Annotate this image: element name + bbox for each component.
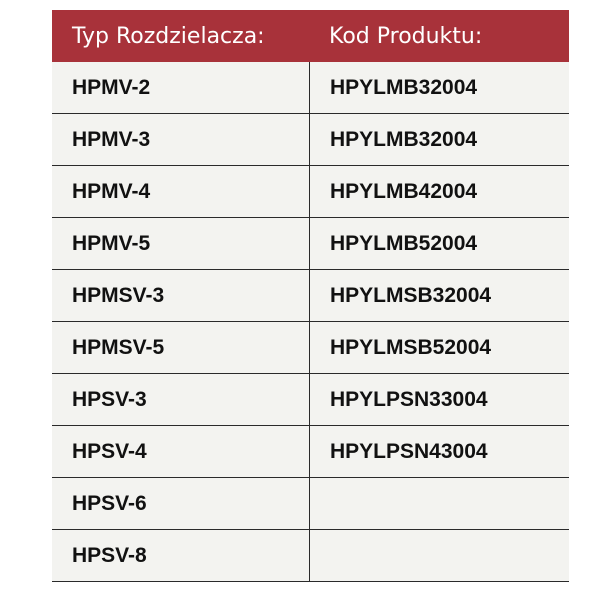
- distributor-type-cell: HPMV-3: [52, 114, 310, 165]
- distributor-type-cell: HPSV-8: [52, 530, 310, 581]
- distributor-type-cell: HPMSV-5: [52, 322, 310, 373]
- product-code-cell: HPYLMB42004: [330, 179, 478, 203]
- table-row: [52, 166, 569, 218]
- table-row: [52, 322, 569, 374]
- product-code-cell: HPYLMB32004: [330, 75, 478, 99]
- table-header: [52, 10, 569, 62]
- table-row: [52, 114, 569, 166]
- distributor-type-cell: HPMV-4: [52, 166, 310, 217]
- table-row: [52, 530, 569, 582]
- header-distributor-type: Typ Rozdzielacza:: [72, 23, 265, 49]
- table-row: [52, 478, 569, 530]
- table-row: [52, 218, 569, 270]
- product-code-cell: HPYLPSN43004: [330, 439, 488, 463]
- product-code-cell: HPYLMSB52004: [330, 335, 492, 359]
- header-product-code: Kod Produktu:: [329, 23, 483, 49]
- product-code-cell: HPYLMB32004: [330, 127, 478, 151]
- product-code-cell: HPYLMSB32004: [330, 283, 492, 307]
- distributor-type-cell: HPSV-4: [52, 426, 310, 477]
- product-table: [52, 10, 569, 582]
- distributor-type-cell: HPMV-2: [52, 62, 310, 113]
- product-code-cell: [310, 478, 569, 529]
- product-code-cell: HPYLPSN33004: [330, 387, 488, 411]
- distributor-type-cell: HPMV-5: [52, 218, 310, 269]
- table-row: [52, 270, 569, 322]
- distributor-type-cell: HPSV-3: [52, 374, 310, 425]
- product-code-cell: HPYLMB52004: [330, 231, 478, 255]
- table-row: [52, 62, 569, 114]
- table-row: [52, 426, 569, 478]
- table-row: [52, 374, 569, 426]
- distributor-type-cell: HPMSV-3: [52, 270, 310, 321]
- distributor-type-cell: HPSV-6: [52, 478, 310, 529]
- product-code-cell: [310, 530, 569, 581]
